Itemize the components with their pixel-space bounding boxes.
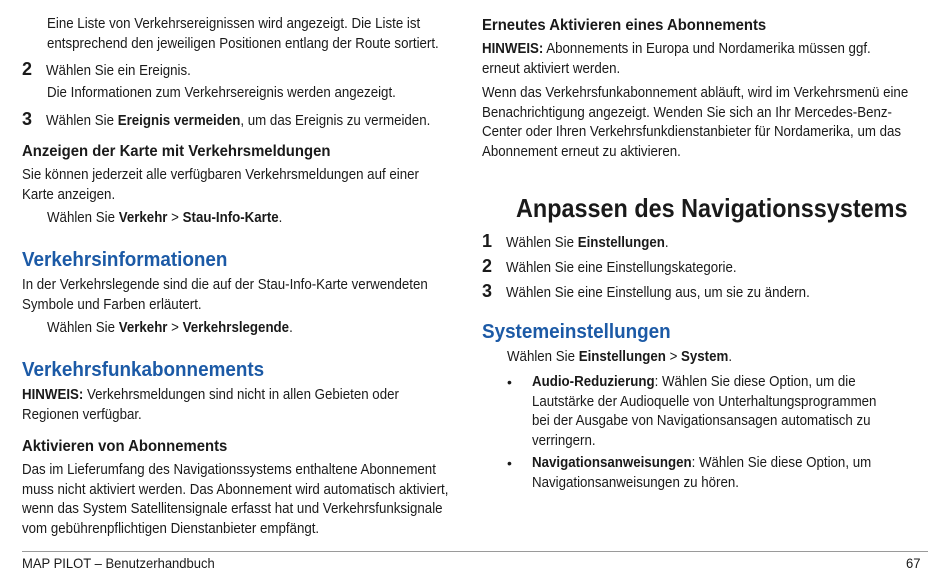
step-2: [482, 256, 754, 279]
step-number: 2: [22, 59, 33, 79]
note-label: HINWEIS:: [482, 41, 544, 57]
bullet-icon: •: [507, 374, 512, 390]
section-heading-info: Verkehrsinformationen: [22, 248, 228, 271]
ui-term: Ereignis vermeiden: [117, 113, 241, 129]
note-paragraph: HINWEIS: Verkehrsmeldungen sind nicht in allen Gebieten oder Regionen verfügbar.: [22, 387, 399, 423]
step-text: Wählen Sie eine Einstellungskategorie.: [506, 260, 737, 276]
ui-term: Audio-Reduzierung: [532, 374, 655, 390]
subheading-reactivate: Erneutes Aktivieren eines Abonnements: [482, 17, 767, 34]
intro-paragraph: [47, 15, 439, 54]
section-heading-subscriptions: Verkehrsfunkabonnements: [22, 358, 265, 381]
subheading-activate: Aktivieren von Abonnements: [22, 438, 228, 455]
info-instruction: Wählen Sie Verkehr > Verkehrslegende.: [47, 320, 293, 336]
ui-term: System: [681, 349, 729, 365]
page-number: 67: [906, 555, 921, 571]
step-text: Wählen Sie eine Einstellung aus, um sie zu ändern.: [506, 285, 810, 301]
bullet-navigation-instructions: Navigationsanweisungen: Wählen Sie diese Option, um Navigationsanweisungen zu hören.: [532, 455, 872, 491]
step-number: 3: [22, 109, 33, 129]
map-paragraph: Sie können jederzeit alle verfügbaren Verkehrsmeldungen auf einer Karte anzeigen.: [22, 167, 419, 203]
ui-term: Einstellungen: [577, 235, 665, 251]
step-number: 3: [482, 281, 493, 301]
section-heading-system: Systemeinstellungen: [482, 320, 671, 343]
bullet-icon: •: [507, 455, 512, 471]
reactivate-paragraph: Wenn das Verkehrsfunkabonnement abläuft, wird im Verkehrsmenü eine Benachrichtigung angezeigt. Wenden Sie sich an Ihr Mercedes-Benz- Center oder Ihren Verkehrsfunkdienstanbieter für Nordamerika, um das Abonnement erneut zu aktivieren.: [482, 85, 909, 160]
ui-term: Navigationsanweisungen: [532, 455, 692, 471]
step-info: Die Informationen zum Verkehrsereignis werden angezeigt.: [47, 85, 396, 101]
ui-term: Verkehr: [118, 210, 168, 226]
text-line: Eine Liste von Verkehrsereignissen wird angezeigt. Die Liste ist: [47, 16, 421, 32]
page-title: Anpassen des Navigationssystems: [516, 193, 908, 223]
ui-term: Einstellungen: [578, 349, 666, 365]
step-text: Wählen Sie Einstellungen.: [506, 235, 669, 251]
ui-term: Verkehrslegende: [182, 320, 290, 336]
step-2: [22, 59, 202, 82]
step-1: [482, 231, 681, 254]
ui-term: Stau-Info-Karte: [182, 210, 279, 226]
map-instruction: Wählen Sie Verkehr > Stau-Info-Karte.: [47, 210, 283, 226]
text-line: entsprechend den jeweiligen Positionen entlang der Route sortiert.: [47, 35, 439, 52]
note-paragraph: HINWEIS: Abonnements in Europa und Nordamerika müssen ggf. erneut aktiviert werden.: [482, 41, 871, 77]
step-3: [482, 281, 833, 304]
subheading-map: Anzeigen der Karte mit Verkehrsmeldungen: [22, 143, 331, 160]
footer-title: MAP PILOT – Benutzerhandbuch: [22, 555, 215, 571]
ui-term: Verkehr: [118, 320, 168, 336]
activate-paragraph: Das im Lieferumfang des Navigationssystems enthaltene Abonnement muss nicht aktiviert werden. Das Abonnement wird automatisch aktiviert, wenn das System Satellitensignale erfasst hat und Verkehrsfunksignale vom gebührenpflichtigen Dienstanbieter empfängt.: [22, 462, 449, 537]
step-3: [22, 109, 459, 132]
info-paragraph: In der Verkehrslegende sind die auf der Stau-Info-Karte verwendeten Symbole und Farben erläutert.: [22, 277, 428, 313]
step-text: Wählen Sie ein Ereignis.: [46, 63, 191, 79]
step-text: Wählen Sie Ereignis vermeiden, um das Ereignis zu vermeiden.: [46, 113, 431, 129]
footer-divider: [22, 551, 928, 552]
system-instruction: Wählen Sie Einstellungen > System.: [507, 349, 733, 365]
step-number: 2: [482, 256, 493, 276]
note-label: HINWEIS:: [22, 387, 84, 403]
step-number: 1: [482, 231, 493, 251]
bullet-audio-reduction: Audio-Reduzierung: Wählen Sie diese Option, um die Lautstärke der Audioquelle von Unterhaltungsprogrammen bei der Ausgabe von Navigationsansagen automatisch zu verringern.: [532, 374, 877, 449]
